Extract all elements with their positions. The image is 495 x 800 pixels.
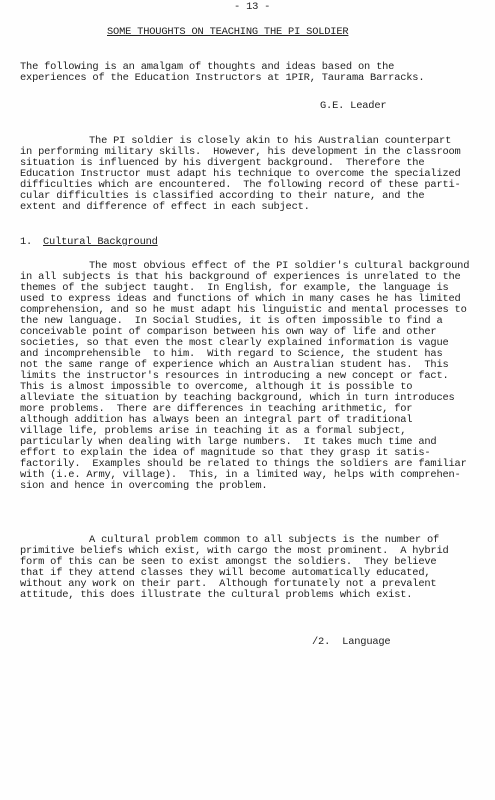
author-name: G.E. Leader xyxy=(320,100,387,112)
paragraph-line: and incomprehensible to him. With regard to Science, the student has xyxy=(20,348,443,360)
paragraph-line: A cultural problem common to all subjects is the number of xyxy=(89,534,440,546)
section-number: 1. xyxy=(20,236,33,248)
paragraph-line: alleviate the situation by teaching background, which in turn introduces xyxy=(20,392,455,404)
paragraph-line: The most obvious effect of the PI soldier's cultural background xyxy=(89,260,470,272)
paragraph-line: used to express ideas and functions of which in many cases he has limited xyxy=(20,293,461,305)
paragraph-line: attitude, this does illustrate the cultural problems which exist. xyxy=(20,589,413,601)
paragraph-line: cular difficulties is classified according to their nature, and the xyxy=(20,190,425,202)
paragraph-line: village life, problems arise in teaching it as a formal subject, xyxy=(20,425,407,437)
paragraph-line: sion and hence in overcoming the problem. xyxy=(20,480,268,492)
paragraph-line: that if they attend classes they will become automatically educated, xyxy=(20,567,431,579)
paragraph-line: not the same range of experience which an Australian student has. This xyxy=(20,359,449,371)
page-title: SOME THOUGHTS ON TEACHING THE PI SOLDIER xyxy=(107,26,349,38)
paragraph-line: societies, so that even the most clearly explained information is vague xyxy=(20,337,449,349)
paragraph-line: in all subjects is that his background of experiences is unrelated to the xyxy=(20,271,461,283)
paragraph-line: form of this can be seen to exist amongst the soldiers. They believe xyxy=(20,556,437,568)
paragraph-line: more problems. There are differences in teaching arithmetic, for xyxy=(20,403,413,415)
paragraph-line: situation is influenced by his divergent background. Therefore the xyxy=(20,157,425,169)
intro-line: The following is an amalgam of thoughts and ideas based on the xyxy=(20,61,395,73)
paragraph-line: Education Instructor must adapt his technique to overcome the specialized xyxy=(20,168,461,180)
paragraph-line: This is almost impossible to overcome, although it is possible to xyxy=(20,381,413,393)
paragraph-line: in performing military skills. However, his development in the classroom xyxy=(20,146,461,158)
paragraph-line: extent and difference of effect in each subject. xyxy=(20,201,310,213)
paragraph-line: effort to explain the idea of magnitude so that they grasp it satis- xyxy=(20,447,431,459)
paragraph-line: although addition has always been an integral part of traditional xyxy=(20,414,413,426)
continuation-note: /2. Language xyxy=(312,636,391,648)
page-number: - 13 - xyxy=(234,1,271,13)
paragraph-line: the new language. In Social Studies, it is often impossible to find a xyxy=(20,315,443,327)
paragraph-line: without any work on their part. Although fortunately not a prevalent xyxy=(20,578,437,590)
paragraph-line: with (i.e. Army, village). This, in a limited way, helps with comprehen- xyxy=(20,469,461,481)
paragraph-line: primitive beliefs which exist, with cargo the most prominent. A hybrid xyxy=(20,545,449,557)
paragraph-line: comprehension, and so he must adapt his linguistic and mental processes to xyxy=(20,304,467,316)
paragraph-line: factorily. Examples should be related to things the soldiers are familiar xyxy=(20,458,467,470)
paragraph-line: themes of the subject taught. In English, for example, the language is xyxy=(20,282,449,294)
paragraph-line: The PI soldier is closely akin to his Australian counterpart xyxy=(89,135,452,147)
paragraph-line: particularly when dealing with large numbers. It takes much time and xyxy=(20,436,437,448)
paragraph-line: limits the instructor's resources in introducing a new concept or fact. xyxy=(20,370,449,382)
section-heading: Cultural Background xyxy=(43,236,158,248)
intro-line: experiences of the Education Instructors at 1PIR, Taurama Barracks. xyxy=(20,72,425,84)
paragraph-line: difficulties which are encountered. The following record of these parti- xyxy=(20,179,461,191)
paragraph-line: conceivable point of comparison between his own way of life and other xyxy=(20,326,437,338)
